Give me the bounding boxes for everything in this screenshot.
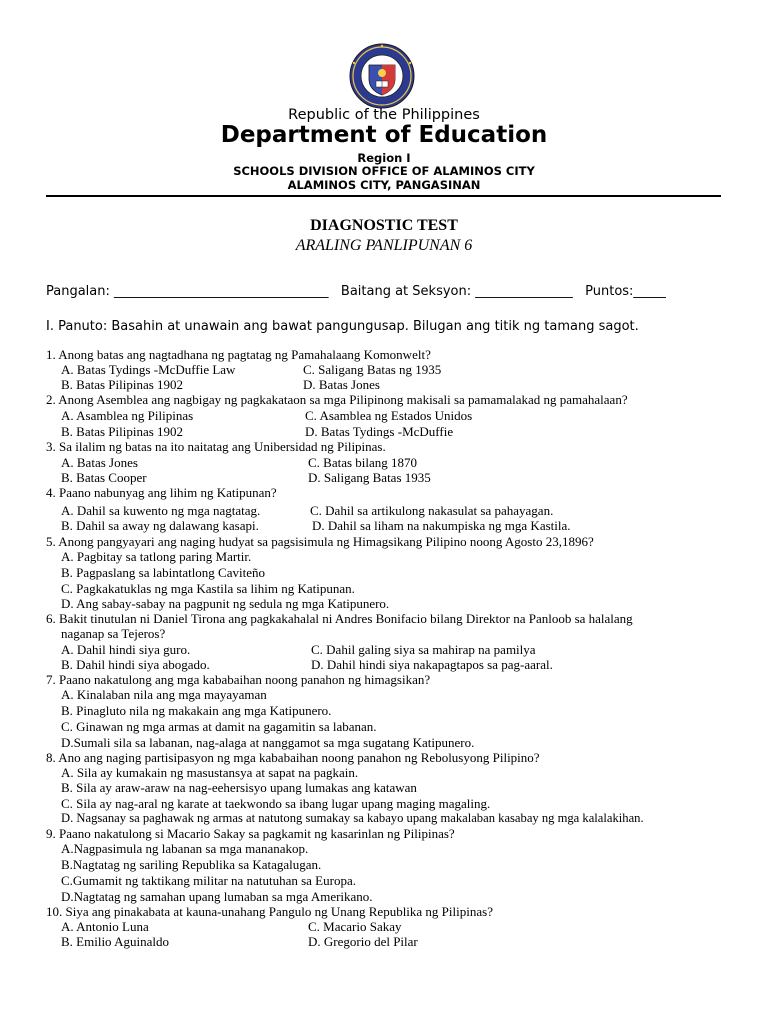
q1-option-c: C. Saligang Batas ng 1935 bbox=[303, 362, 442, 377]
header-division: SCHOOLS DIVISION OFFICE OF ALAMINOS CITY bbox=[233, 164, 535, 178]
q10-option-d: D. Gregorio del Pilar bbox=[308, 934, 418, 949]
question-5: 5. Anong pangyayari ang naging hudyat sa pagsisimula ng Himagsikang Pilipino noong Agosto 23,1896? bbox=[46, 534, 594, 549]
q7-option-a: A. Kinalaban nila ang mga mayayaman bbox=[61, 687, 267, 702]
q5-option-a: A. Pagbitay sa tatlong paring Martir. bbox=[61, 549, 252, 564]
header-region: Region I bbox=[357, 151, 411, 165]
student-info-fields: Pangalan: _________________________________ Baitang at Seksyon: _______________ Puntos:_____ bbox=[46, 284, 666, 299]
q2-option-a: A. Asamblea ng Pilipinas bbox=[61, 408, 194, 423]
q10-option-a: A. Antonio Luna bbox=[61, 919, 149, 934]
q1-option-b: B. Batas Pilipinas 1902 bbox=[61, 377, 184, 392]
q10-option-c: C. Macario Sakay bbox=[308, 919, 402, 934]
q6-option-d: D. Dahil hindi siya nakapagtapos sa pag-aaral. bbox=[311, 657, 553, 672]
q9-option-a: A.Nagpasimula ng labanan sa mga mananakop. bbox=[61, 841, 309, 856]
q1-option-d: D. Batas Jones bbox=[303, 377, 380, 392]
question-6-continued: naganap sa Tejeros? bbox=[61, 626, 166, 641]
q2-option-d: D. Batas Tydings -McDuffie bbox=[305, 424, 454, 439]
q4-option-a: A. Dahil sa kuwento ng mga nagtatag. bbox=[61, 503, 261, 518]
q1-option-a: A. Batas Tydings -McDuffie Law bbox=[61, 362, 236, 377]
q5-option-d: D. Ang sabay-sabay na pagpunit ng sedula ng mga Katipunero. bbox=[61, 596, 390, 611]
q4-option-d: D. Dahil sa liham na nakumpiska ng mga Kastila. bbox=[312, 518, 571, 533]
q8-option-d: D. Nagsanay sa paghawak ng armas at natutong sumakay sa kabayo upang makalaban kasabay ng mga kalalakihan. bbox=[61, 811, 644, 825]
q8-option-c: C. Sila ay nag-aral ng karate at taekwondo sa ibang lugar upang maging magaling. bbox=[61, 796, 491, 811]
q9-option-b: B.Nagtatag ng sariling Republika sa Katagalugan. bbox=[61, 857, 322, 872]
q3-option-c: C. Batas bilang 1870 bbox=[308, 455, 418, 470]
deped-seal-logo bbox=[340, 43, 424, 109]
question-7: 7. Paano nakatulong ang mga kababaihan noong panahon ng himagsikan? bbox=[46, 672, 431, 687]
question-9: 9. Paano nakatulong si Macario Sakay sa pagkamit ng kasarinlan ng Pilipinas? bbox=[46, 826, 455, 841]
q8-option-b: B. Sila ay araw-araw na nag-eehersisyo upang lumakas ang katawan bbox=[61, 780, 417, 795]
question-3: 3. Sa ilalim ng batas na ito naitatag ang Unibersidad ng Pilipinas. bbox=[46, 439, 386, 454]
q3-option-d: D. Saligang Batas 1935 bbox=[308, 470, 431, 485]
q6-option-a: A. Dahil hindi siya guro. bbox=[61, 642, 191, 657]
header-republic: Republic of the Philippines bbox=[288, 107, 480, 123]
q6-option-c: C. Dahil galing siya sa mahirap na pamilya bbox=[311, 642, 536, 657]
header-department: Department of Education bbox=[220, 122, 548, 148]
q3-option-b: B. Batas Cooper bbox=[61, 470, 147, 485]
q7-option-b: B. Pinagluto nila ng makakain ang mga Katipunero. bbox=[61, 703, 332, 718]
q2-option-b: B. Batas Pilipinas 1902 bbox=[61, 424, 184, 439]
q3-option-a: A. Batas Jones bbox=[61, 455, 138, 470]
test-subject: ARALING PANLIPUNAN 6 bbox=[295, 237, 473, 254]
q10-option-b: B. Emilio Aguinaldo bbox=[61, 934, 169, 949]
q7-option-d: D.Sumali sila sa labanan, nag-alaga at nanggamot sa mga sugatang Katipunero. bbox=[61, 735, 475, 750]
q7-option-c: C. Ginawan ng mga armas at damit na gagamitin sa labanan. bbox=[61, 719, 377, 734]
q8-option-a: A. Sila ay kumakain ng masustansya at sapat na pagkain. bbox=[61, 765, 359, 780]
header-divider bbox=[46, 195, 721, 197]
question-10: 10. Siya ang pinakabata at kauna-unahang Pangulo ng Unang Republika ng Pilipinas? bbox=[46, 904, 493, 919]
question-8: 8. Ano ang naging partisipasyon ng mga kababaihan noong panahon ng Rebolusyong Pilipino? bbox=[46, 750, 540, 765]
q5-option-b: B. Pagpaslang sa labintatlong Caviteño bbox=[61, 565, 265, 580]
q4-option-c: C. Dahil sa artikulong nakasulat sa pahayagan. bbox=[310, 503, 554, 518]
question-1: 1. Anong batas ang nagtadhana ng pagtatag ng Pamahalaang Komonwelt? bbox=[46, 347, 431, 362]
q6-option-b: B. Dahil hindi siya abogado. bbox=[61, 657, 210, 672]
test-title: DIAGNOSTIC TEST bbox=[310, 217, 458, 234]
question-4: 4. Paano nabunyag ang lihim ng Katipunan? bbox=[46, 485, 277, 500]
q9-option-c: C.Gumamit ng taktikang militar na natutuhan sa Europa. bbox=[61, 873, 356, 888]
question-6: 6. Bakit tinutulan ni Daniel Tirona ang pagkakahalal ni Andres Bonifacio bilang Direktor na Panloob sa halalang bbox=[46, 611, 633, 626]
q5-option-c: C. Pagkakatuklas ng mga Kastila sa lihim ng Katipunan. bbox=[61, 581, 355, 596]
q4-option-b: B. Dahil sa away ng dalawang kasapi. bbox=[61, 518, 259, 533]
header-city: ALAMINOS CITY, PANGASINAN bbox=[287, 178, 481, 192]
q9-option-d: D.Nagtatag ng samahan upang lumaban sa mga Amerikano. bbox=[61, 889, 373, 904]
question-2: 2. Anong Asemblea ang nagbigay ng pagkakataon sa mga Pilipinong makisali sa pamamalakad ng pamahalaan? bbox=[46, 392, 628, 407]
q2-option-c: C. Asamblea ng Estados Unidos bbox=[305, 408, 473, 423]
instructions: I. Panuto: Basahin at unawain ang bawat pangungusap. Bilugan ang titik ng tamang sagot. bbox=[46, 319, 639, 334]
